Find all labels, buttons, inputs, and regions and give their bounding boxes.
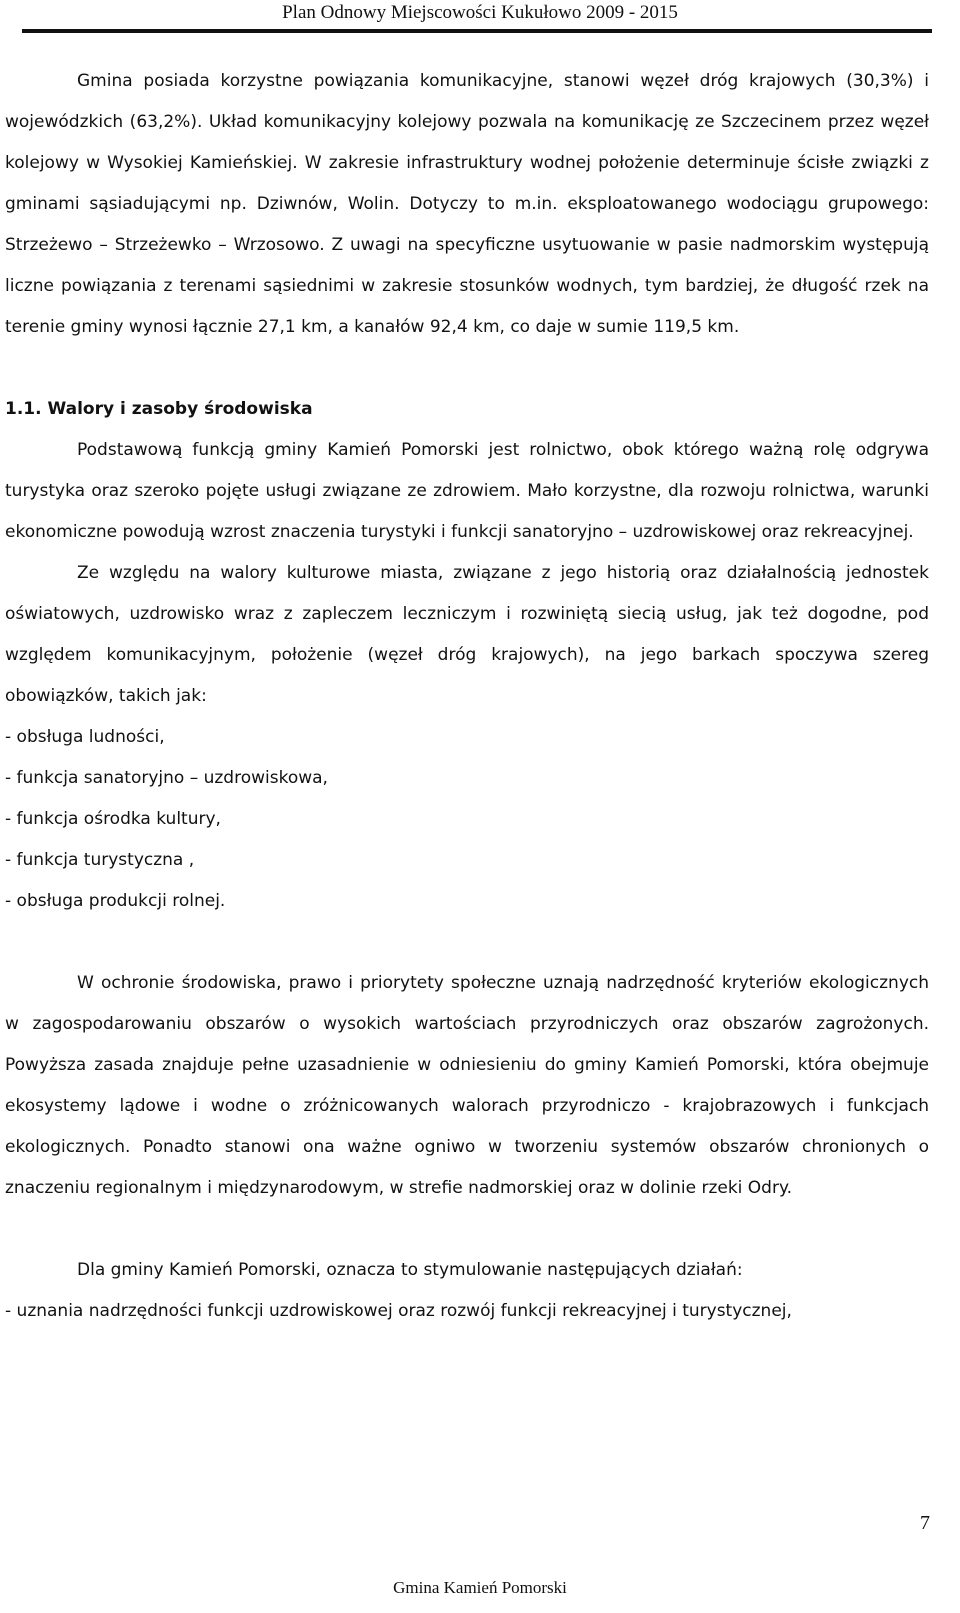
list-item: - funkcja turystyczna , [5, 850, 195, 870]
paragraph-actions-intro: Dla gminy Kamień Pomorski, oznacza to stymulowanie następujących działań: [77, 1260, 743, 1280]
section-heading: 1.1. Walory i zasoby środowiska [5, 399, 313, 419]
spacer [5, 348, 929, 389]
paragraph-communication: Gmina posiada korzystne powiązania komunikacyjne, stanowi węzeł dróg krajowych (30,3%) i wojewódzkich (63,2%). Układ komunikacyjny kolejowy pozwala na komunikację ze Szczecinem przez węzeł kolejowy w Wysokiej Kamieńskiej. W zakresie infrastruktury wodnej położenie determinuje ścisłe związki z gminami sąsiadującymi np. Dziwnów, Wolin. Dotyczy to m.in. eksploatowanego wodociągu grupowego: Strzeżewo – Strzeżewko – Wrzosowo. Z uwagi na specyficzne usytuowanie w pasie nadmorskim występują liczne powiązania z terenami sąsiednimi w zakresie stosunków wodnych, tym bardziej, że długość rzek na terenie gminy wynosi łącznie 27,1 km, a kanałów 92,4 km, co daje w sumie 119,5 km. [5, 71, 929, 337]
list-item: - funkcja sanatoryjno – uzdrowiskowa, [5, 768, 328, 788]
spacer [5, 1209, 929, 1250]
list-item: - funkcja ośrodka kultury, [5, 809, 221, 829]
paragraph-basic-function: Podstawową funkcją gminy Kamień Pomorski jest rolnictwo, obok którego ważną rolę odgrywa turystyka oraz szeroko pojęte usługi związane ze zdrowiem. Mało korzystne, dla rozwoju rolnictwa, warunki ekonomiczne powodują wzrost znaczenia turystyki i funkcji sanatoryjno – uzdrowiskowej oraz rekreacyjnej. [5, 440, 929, 542]
list-item: - obsługa produkcji rolnej. [5, 891, 226, 911]
document-body [5, 61, 929, 1332]
page-header-title: Plan Odnowy Miejscowości Kukułowo 2009 - 2015 [282, 2, 678, 23]
header-rule [22, 29, 932, 33]
page-number: 7 [920, 1512, 930, 1534]
paragraph-environment-protection: W ochronie środowiska, prawo i priorytety społeczne uznają nadrzędność kryteriów ekologicznych w zagospodarowaniu obszarów o wysokich wartościach przyrodniczych oraz obszarów zagrożonych. Powyższa zasada znajduje pełne uzasadnienie w odniesieniu do gminy Kamień Pomorski, która obejmuje ekosystemy lądowe i wodne o zróżnicowanych walorach przyrodniczo - krajobrazowych i funkcjach ekologicznych. Ponadto stanowi ona ważne ogniwo w tworzeniu systemów obszarów chronionych o znaczeniu regionalnym i międzynarodowym, w strefie nadmorskiej oraz w dolinie rzeki Odry. [5, 973, 929, 1198]
paragraph-cultural-values: Ze względu na walory kulturowe miasta, związane z jego historią oraz działalnością jednostek oświatowych, uzdrowisko wraz z zapleczem leczniczym i rozwiniętą siecią usług, jak też dogodne, pod względem komunikacyjnym, położenie (węzeł dróg krajowych), na jego barkach spoczywa szereg obowiązków, takich jak: [5, 563, 929, 706]
page-footer: Gmina Kamień Pomorski [393, 1578, 567, 1597]
list-item: - obsługa ludności, [5, 727, 165, 747]
paragraph-actions-item: - uznania nadrzędności funkcji uzdrowiskowej oraz rozwój funkcji rekreacyjnej i turystycznej, [5, 1301, 792, 1321]
spacer [5, 922, 929, 963]
